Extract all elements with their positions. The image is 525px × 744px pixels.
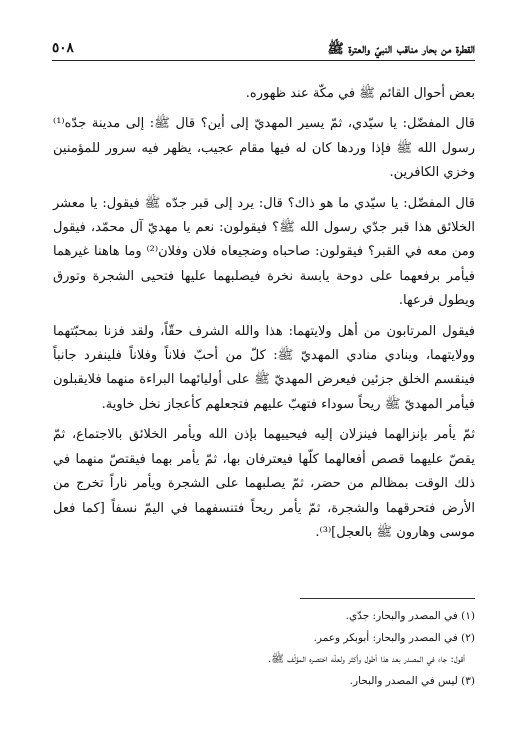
footnote: (١) في المصدر والبحار: جدّي. bbox=[345, 610, 475, 622]
footnote: (٢) في المصدر والبحار: أبوبكر وعمر. bbox=[313, 631, 475, 644]
header-title: القطرة من بحار مناقب النبيّ والعترة ﷺ bbox=[327, 41, 475, 57]
footnote: (٣) ليس في المصدر والبحار. bbox=[349, 674, 475, 687]
footnote-separator bbox=[300, 598, 475, 599]
paragraph: بعض أحوال القائم ﷺ في مكّة عند ظهوره. bbox=[245, 86, 475, 101]
footnote-comment: أقول: جاء في المصدر بعد هذا أطول وأكثر ولعلّه اختصره المؤلّف ﷺ. bbox=[267, 653, 465, 665]
paragraph: قال المفضّل: يا سيّدي ما هو ذاك؟ قال: يرد إلى قبر جدّه ﷺ فيقول: يا معشر الخلائق هذا قبر جدّي رسول الله ﷺ؟ فيقولون: نعم يا مهديّ آل محمّد، فيقول ومن معه في القبر؟ فيقولون: صاحباه وضجيعاه فلان وفلان⁽²⁾ وما هاهنا غيرهما فيأمر برفعهما على دوحة يابسة نخرة فيصلبهما عليها فتحيى الشجرة وتورق ويطول فرعها. bbox=[53, 195, 475, 309]
paragraph: ثمّ يأمر بإنزالهما فينزلان إليه فيحييهما بإذن الله ويأمر الخلائق بالاجتماع، ثمّ يقصّ عليهما قصص أفعالهما كلّها فيعترفان بها، ثمّ يأمر بهما فيقتصّ منهما في ذلك الوقت بمظالم من حضر، ثمّ يصلبهما على الشجرة ويأمر ناراً تخرج من الأرض فتحرقهما والشجرة، ثمّ يأمر ريحاً فتنسفهما في اليمّ نسفاً [كما فعل موسى وهارون ﷺ بالعجل]⁽³⁾. bbox=[53, 427, 475, 540]
paragraph: قال المفضّل: يا سيّدي، ثمّ يسير المهديّ إلى أين؟ قال ﷺ: إلى مدينة جدّه⁽¹⁾ رسول الله ﷺ فإذا وردها كان له فيها مقام عجيب، يظهر فيه سرور للمؤمنين وخزي الكافرين. bbox=[53, 116, 475, 181]
page-number: ٥٠٨ bbox=[52, 40, 74, 56]
footnotes bbox=[53, 608, 475, 694]
main-text bbox=[53, 82, 475, 551]
paragraph: فيقول المرتابون من أهل ولايتهما: هذا والله الشرف حقّاً، ولقد فزنا بمحبّتهما وولايتهما، وينادي منادي المهديّ ﷺ: كلّ من أحبّ فلاناً وفلاناً فلينفرد جانباً فينقسم الخلق جزئين فيعرض المهديّ ﷺ على أوليائهما البراءة منهما فلايقبلون فيأمر المهديّ ﷺ ريحاً سوداء فتهبّ عليهم فتجعلهم كأعجاز نخل خاوية. bbox=[53, 323, 475, 412]
running-header bbox=[52, 38, 475, 61]
